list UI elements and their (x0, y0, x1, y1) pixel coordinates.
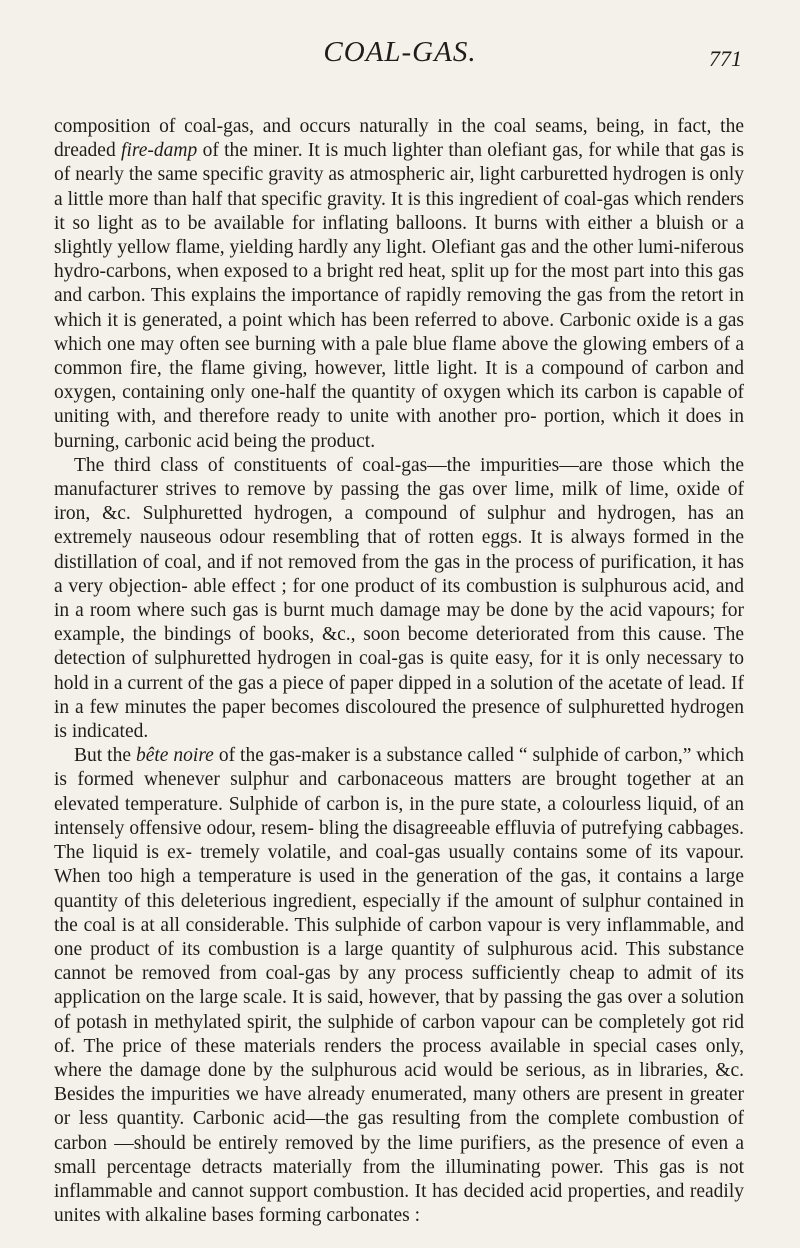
text-run: of the miner. It is much lighter than olefiant gas, for while that gas is of nearly the same specific gravity as atmospheric air, light carburetted hydrogen is only a little more than half that specific gravity. It is this ingredient of coal-gas which renders it so light as to be available for inflating balloons. It burns with either a bluish or a slightly yellow flame, yielding hardly any light. Olefiant gas and the other lumi-niferous hydro-carbons, when exposed to a bright red heat, split up for the most part into this gas and carbon. This explains the importance of rapidly removing the gas from the retort in which it is generated, a point which has been referred to above. Carbonic oxide is a gas which one may often see burning with a pale blue flame above the glowing embers of a common fire, the flame giving, however, little light. It is a compound of carbon and oxygen, containing only one-half the quantity of oxygen which its carbon is capable of uniting with, and therefore ready to unite with another pro- portion, which it does in burning, carbonic acid being the product. (54, 140, 744, 452)
running-head: COAL-GAS. (323, 36, 477, 68)
paragraph (54, 115, 744, 454)
text-run: composition of coal-gas, and occurs naturally in the coal seams, being, in fact, the dreaded (54, 116, 744, 162)
text-run: But the (74, 745, 136, 767)
body-text (54, 115, 744, 1228)
text-run: The third class of constituents of coal-gas—the impurities—are those which the manufacturer strives to remove by passing the gas over lime, milk of lime, oxide of iron, &c. Sulphuretted hydrogen, a compound of sulphur and hydrogen, has an extremely nauseous odour resembling that of rotten eggs. It is always formed in the distillation of coal, and if not removed from the gas in the process of purification, it has a very objection- able effect ; for one product of its combustion is sulphurous acid, and in a room where such gas is burnt much damage may be done by the acid vapours; for example, the bindings of books, &c., soon become deteriorated from this cause. The detection of sulphuretted hydrogen in coal-gas is quite easy, for it is only necessary to hold in a current of the gas a piece of paper dipped in a solution of the acetate of lead. If in a few minutes the paper becomes discoloured the presence of sulphuretted hydrogen is indicated. (54, 454, 744, 743)
paragraph (54, 744, 744, 1228)
text-run: of the gas-maker is a substance called “ sulphide of carbon,” which is formed whenever sulphur and carbonaceous matters are brought together at an elevated temperature. Sulphide of carbon is, in the pure state, a colourless liquid, of an intensely offensive odour, resem- bling the disagreeable effluvia of putrefying cabbages. The liquid is ex- tremely volatile, and coal-gas usually contains some of its vapour. When too high a temperature is used in the generation of the gas, it contains a large quantity of this deleterious ingredient, especially if the amount of sulphur contained in the coal is at all considerable. This sulphide of carbon vapour is very inflammable, and one product of its combustion is a large quantity of sulphurous acid. This substance cannot be removed from coal-gas by any process sufficiently cheap to admit of its application on the large scale. It is said, however, that by passing the gas over a solution of potash in methylated spirit, the sulphide of carbon vapour can be completely got rid of. The price of these materials renders the process available in special cases only, where the damage done by the sulphurous acid would be serious, as in libraries, &c. Besides the impurities we have already enumerated, many others are present in greater or less quantity. Carbonic acid—the gas resulting from the complete combustion of carbon —should be entirely removed by the lime purifiers, as the presence of even a small percentage detracts materially from the illuminating power. This gas is not inflammable and cannot support combustion. It has decided acid properties, and readily unites with alkaline bases forming carbonates : (54, 745, 745, 1227)
italic-phrase: fire-damp (121, 140, 198, 162)
italic-phrase: bête noire (135, 745, 214, 767)
paragraph (54, 454, 744, 744)
page-number: 771 (709, 46, 742, 71)
